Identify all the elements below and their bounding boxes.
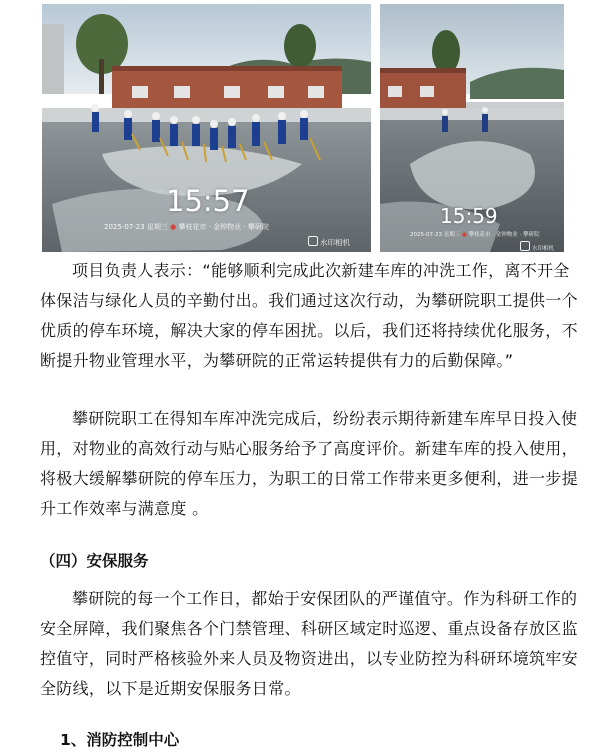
section-heading-security: （四）安保服务 [40, 552, 149, 570]
watermark-badge [308, 236, 350, 248]
photo-garage-washed-floor [380, 4, 564, 252]
photo-date-location [104, 222, 269, 232]
paragraph-security-intro: 攀研院的每一个工作日，都始于安保团队的严谨值守。作为科研工作的安全屏障，我们聚焦各个门禁管理、科研区域定时巡逻、重点设备存放区监控值守，同时严格核验外来人员及物资进出，以专业防控为科研环境筑牢安全防线，以下是近期安保服务日常。 [40, 589, 578, 698]
photo-date: 2025-07-23 星期三 [104, 223, 168, 231]
photo-location: 攀枝花市 · 金钟物业 · 攀研院 [178, 223, 269, 231]
watermark-text: 水印相机 [320, 238, 350, 247]
photo-timestamp: 15:57 [166, 184, 250, 218]
photo-timestamp: 15:59 [440, 204, 498, 228]
camera-icon [308, 236, 318, 246]
subheading-fire-control-center: 1、消防控制中心 [60, 731, 180, 749]
location-pin-icon: ● [170, 223, 177, 231]
photo-location: 攀枝花市 · 金钟物业 · 攀研院 [468, 232, 540, 238]
watermark-badge [520, 241, 554, 252]
photo-date-location [410, 230, 540, 238]
camera-icon [520, 241, 530, 251]
photo-date: 2025-07-23 星期三 [410, 232, 461, 238]
paragraph-project-lead-quote: 项目负责人表示：“能够顺利完成此次新建车库的冲洗工作，离不开全体保洁与绿化人员的辛勤付出。我们通过这次行动，为攀研院职工提供一个优质的停车环境，解决大家的停车困扰。以后，我们还将持续优化服务，不断提升物业管理水平，为攀研院的正常运转提供有力的后勤保障。” [40, 261, 578, 370]
location-pin-icon: ● [461, 232, 467, 238]
paragraph-staff-feedback: 攀研院职工在得知车库冲洗完成后，纷纷表示期待新建车库早日投入使用，对物业的高效行动与贴心服务给予了高度评价。新建车库的投入使用，将极大缓解攀研院的停车压力，为职工的日常工作带来更多便利，进一步提升工作效率与满意度 。 [40, 409, 578, 518]
photo-garage-cleaning-crew [42, 4, 371, 252]
watermark-text: 水印相机 [532, 246, 555, 252]
